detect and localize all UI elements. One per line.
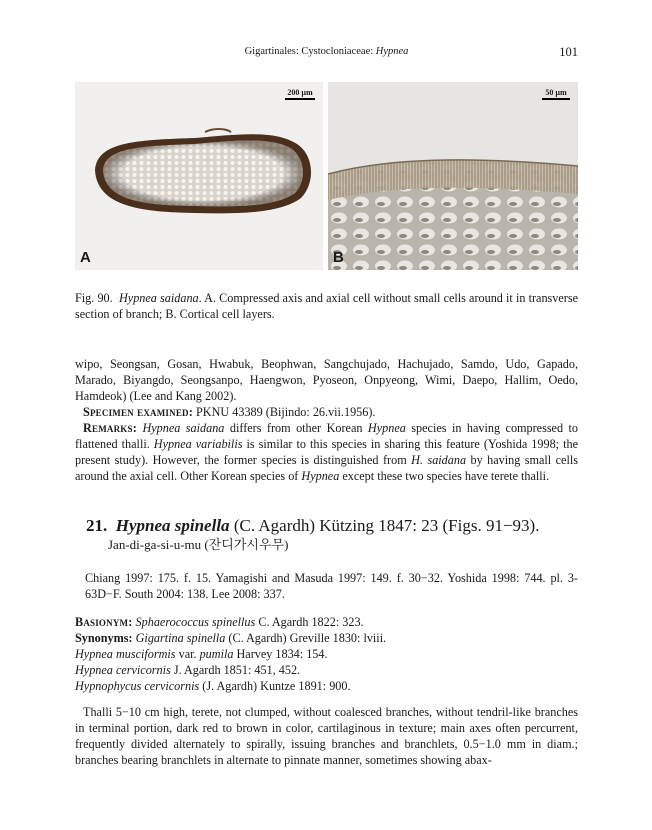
caption-fig-number: Fig. 90. bbox=[75, 291, 113, 305]
references-text: Chiang 1997: 175. f. 15. Yamagishi and Masuda 1997: 149. f. 30−32. Yoshida 1998: 744. pl. 3-63D−F. South 2004: 138. Lee 2008: 337. bbox=[85, 571, 578, 601]
distribution-and-remarks bbox=[75, 356, 578, 484]
caption-text: . A. Compressed axis and axial cell without small cells around it in transverse section of branch; B. Cortical cell layers. bbox=[75, 291, 578, 321]
panel-label-a: A bbox=[80, 249, 91, 266]
scale-bar-a bbox=[285, 88, 315, 100]
synonym-line: Hypnea cervicornis J. Agardh 1851: 451, 452. bbox=[75, 663, 301, 677]
species-title bbox=[86, 516, 576, 536]
running-head-prefix: Gigartinales: Cystocloniaceae: bbox=[244, 46, 376, 57]
specimen-label: Specimen examined: bbox=[83, 405, 193, 419]
basionym-name: Sphaerococcus spinellus bbox=[135, 615, 256, 629]
cross-section-image bbox=[75, 82, 323, 270]
basionym-line: Basionym: Sphaerococcus spinellus C. Agardh 1822: 323. bbox=[75, 615, 364, 629]
synonym-line: Synonyms: Gigartina spinella (C. Agardh) Greville 1830: lviii. bbox=[75, 631, 387, 645]
basionym-label: Basionym: bbox=[75, 615, 133, 629]
references bbox=[75, 570, 578, 602]
description-paragraph: Thalli 5−10 cm high, terete, not clumped, without coalesced branches, without tendril-like branches in terminal portion, dark red to brown in color, cartilaginous in texture; main axes often percurrent, frequently divided alternately to spirally, issuing branches and branchlets, 0.5−1.0 mm in diam.; branches bearing branchlets in alternate to pinnate manner, sometimes showing abax- bbox=[75, 705, 578, 767]
scale-bar-b-label: 50 µm bbox=[545, 88, 567, 97]
synonym-line: Hypnea musciformis var. pumila Harvey 1834: 154. bbox=[75, 647, 328, 661]
caption-species: Hypnea saidana bbox=[118, 291, 199, 305]
species-authority: (C. Agardh) Kützing 1847: 23 (Figs. 91−93). bbox=[229, 516, 540, 535]
page-number: 101 bbox=[559, 45, 578, 59]
synonym-line: Hypnophycus cervicornis (J. Agardh) Kuntze 1891: 900. bbox=[75, 679, 351, 693]
remarks-paragraph: Remarks: Hypnea saidana differs from other Korean Hypnea species in having compressed to flattened thalli. Hypnea variabilis is similar to this species in sharing this feature (Yoshida 1998; the present study). However, the former species is distinguished from H. saidana by having small cells around the axial cell. Other Korean species of Hypnea except these two species have terete thalli. bbox=[75, 421, 579, 483]
scale-bar-a-label: 200 µm bbox=[287, 88, 313, 97]
panel-label-b: B bbox=[333, 249, 344, 266]
running-head bbox=[75, 46, 578, 60]
distribution-paragraph: wipo, Seongsan, Gosan, Hwabuk, Beophwan, Sangchujado, Hachujado, Samdo, Udo, Gapado, Marado, Biyangdo, Seongsanpo, Haengwon, Pyoseon, Onpyeong, Wimi, Daepo, Hallim, Oedo, Hamdeok) (Lee and Kang 2002). bbox=[75, 357, 578, 403]
nomenclature bbox=[75, 614, 578, 694]
figure-caption bbox=[75, 290, 578, 322]
running-head-genus: Hypnea bbox=[375, 46, 409, 57]
species-heading bbox=[86, 516, 576, 553]
figure-90 bbox=[75, 82, 578, 270]
synonyms-label: Synonyms: bbox=[75, 631, 133, 645]
remarks-species: Hypnea saidana bbox=[142, 421, 225, 435]
figure-panel-b bbox=[328, 82, 578, 270]
description bbox=[75, 704, 578, 768]
figure-panel-a bbox=[75, 82, 323, 270]
cortical-layers-image bbox=[328, 82, 578, 270]
scale-bar-b bbox=[542, 88, 570, 100]
running-head-text bbox=[75, 46, 578, 57]
species-korean-name: Jan-di-ga-si-u-mu (잔디가시우무) bbox=[108, 537, 289, 552]
remarks-label: Remarks: bbox=[83, 421, 137, 435]
specimen-paragraph bbox=[75, 404, 578, 420]
species-number: 21. bbox=[86, 516, 108, 535]
species-name: Hypnea spinella bbox=[115, 516, 230, 535]
specimen-text: PKNU 43389 (Bijindo: 26.vii.1956). bbox=[192, 405, 376, 419]
